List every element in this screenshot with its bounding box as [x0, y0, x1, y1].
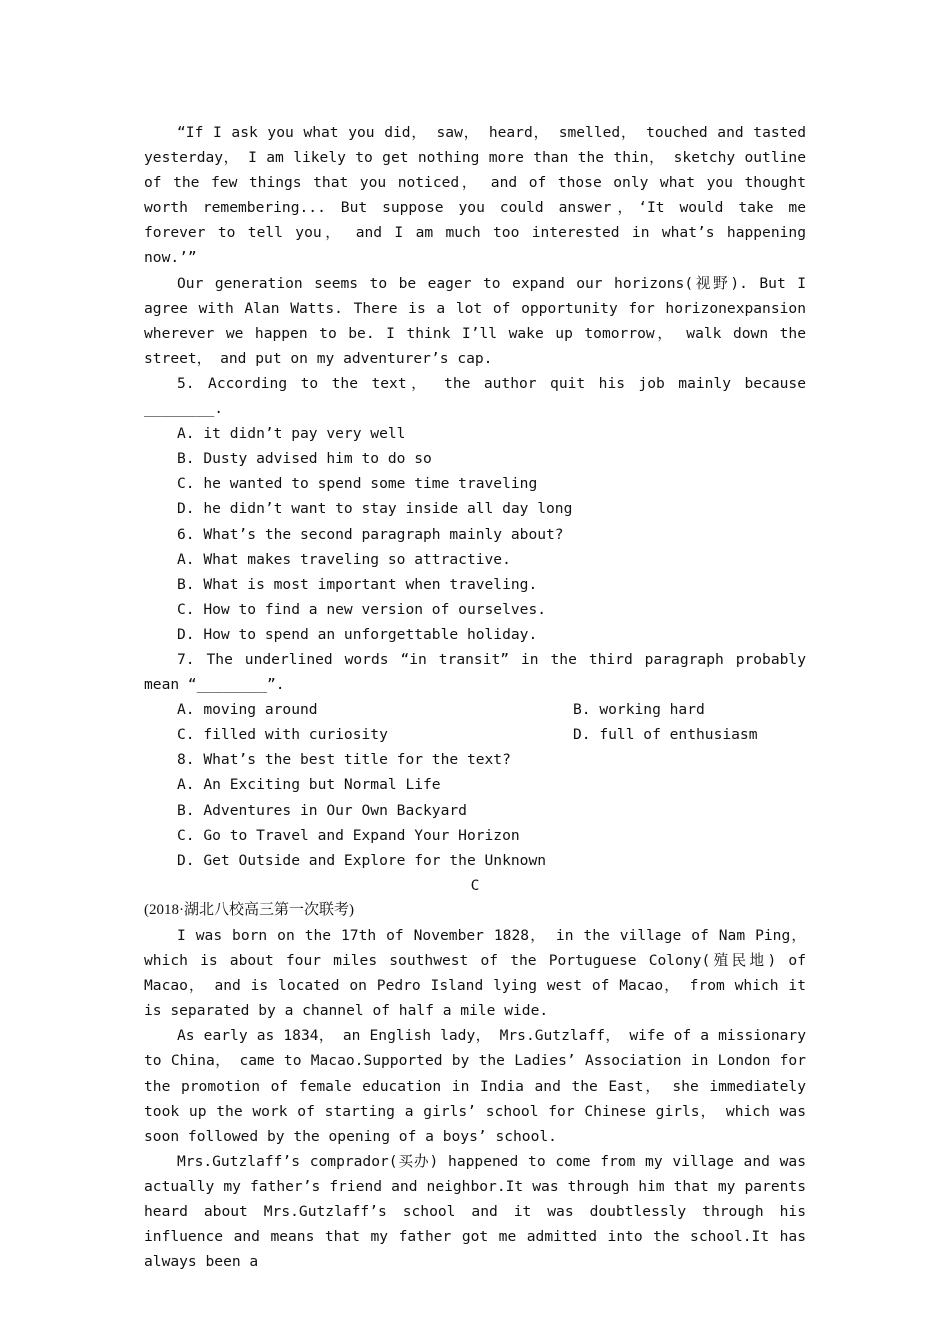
source-note: (2018·湖北八校高三第一次联考)	[144, 901, 354, 918]
question-7	[144, 647, 806, 747]
passage-paragraph: As early as 1834， an English lady， Mrs.Gutzlaff， wife of a missionary to China， came to Macao.Supported by the Ladies’ Association in London for the promotion of female education in India and the East， she immediately took up the work of starting a girls’ school for Chinese girls， which was soon followed by the opening of a boys’ school.	[144, 1027, 806, 1145]
option-b: B. What is most important when traveling.	[177, 575, 538, 593]
passage-paragraph: I was born on the 17th of November 1828， in the village of Nam Ping， which is about four miles southwest of the Portuguese Colony(殖民地) of Macao， and is located on Pedro Island lying west of Macao， from which it is separated by a channel of half a mile wide.	[144, 927, 806, 1020]
option-c: C. he wanted to spend some time traveling	[177, 475, 538, 493]
question-8	[144, 747, 806, 872]
passage-paragraph: Our generation seems to be eager to expand our horizons(视野). But I agree with Alan Watts. There is a lot of opportunity for horizonexpansion wherever we happen to be. I think I’ll wake up tomorrow， walk down the street， and put on my adventurer’s cap.	[144, 274, 806, 367]
option-b: B. Dusty advised him to do so	[177, 450, 432, 468]
option-row	[144, 697, 806, 722]
question-stem: 7. The underlined words “in transit” in the third paragraph probably mean “________”.	[144, 650, 806, 694]
section-letter: C	[470, 876, 480, 894]
option-b: B. Adventures in Our Own Backyard	[177, 801, 467, 819]
option-a: A. it didn’t pay very well	[177, 425, 406, 443]
option-c: C. filled with curiosity	[177, 726, 388, 744]
passage-paragraph: “If I ask you what you did， saw， heard， smelled， touched and tasted yesterday， I am likely to get nothing more than the thin， sketchy outline of the few things that you noticed， and of those only what you thought worth remembering... But suppose you could answer，‘It would take me forever to tell you， and I am much too interested in what’s happening now.’”	[144, 124, 806, 267]
document-page	[144, 120, 806, 1274]
option-d: D. full of enthusiasm	[573, 726, 758, 744]
passage-paragraph: Mrs.Gutzlaff’s comprador(买办) happened to come from my village and was actually my father’s friend and neighbor.It was through him that my parents heard about Mrs.Gutzlaff’s school and it was doubtlessly through his influence and means that my father got me admitted into the school.It has always been a	[144, 1152, 806, 1271]
option-d: D. How to spend an unforgettable holiday.	[177, 625, 538, 643]
question-6	[144, 522, 806, 647]
option-c: C. Go to Travel and Expand Your Horizon	[177, 826, 520, 844]
option-c: C. How to find a new version of ourselves.	[177, 600, 547, 618]
question-5	[144, 371, 806, 522]
option-row	[144, 722, 806, 747]
option-d: D. Get Outside and Explore for the Unknown	[177, 851, 547, 869]
option-a: A. What makes traveling so attractive.	[177, 550, 511, 568]
option-d: D. he didn’t want to stay inside all day long	[177, 500, 573, 518]
option-b: B. working hard	[573, 701, 705, 719]
question-stem: 8. What’s the best title for the text?	[177, 751, 511, 769]
question-stem: 6. What’s the second paragraph mainly about?	[177, 525, 564, 543]
option-a: A. An Exciting but Normal Life	[177, 776, 441, 794]
option-a: A. moving around	[177, 701, 318, 719]
question-stem: 5. According to the text， the author quit his job mainly because ________.	[144, 374, 806, 418]
